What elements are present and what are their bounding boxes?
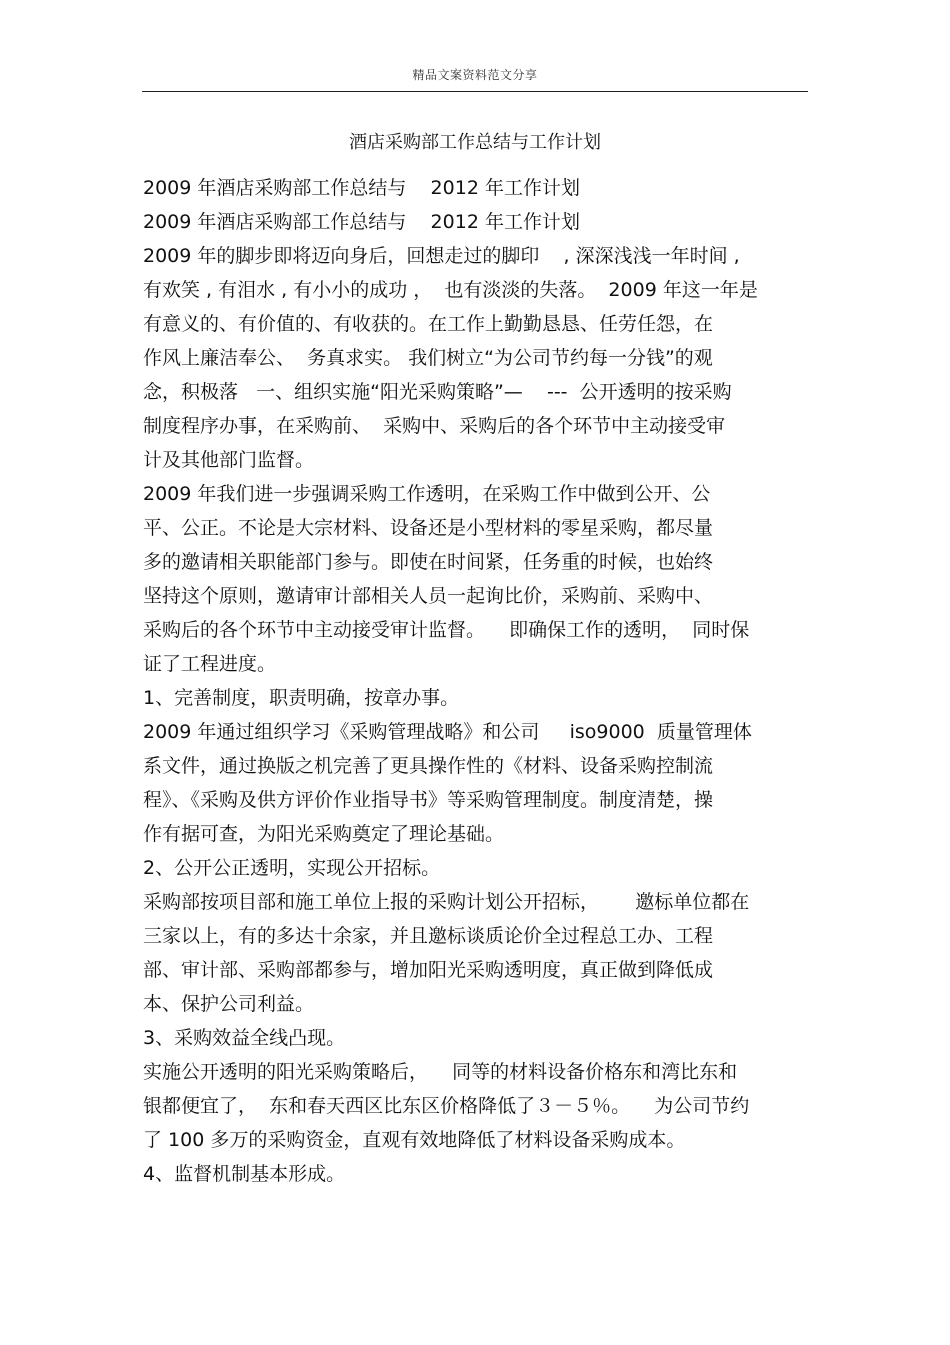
paragraph-line: 实施公开透明的阳光采购策略后， 同等的材料设备价格东和湾比东和 bbox=[143, 1061, 738, 1083]
paragraph-line: 证了工程进度。 bbox=[143, 653, 277, 675]
section-heading: 3、采购效益全线凸现。 bbox=[143, 1027, 346, 1049]
paragraph-line: 三家以上，有的多达十余家，并且邀标谈质论价全过程总工办、工程 bbox=[143, 925, 714, 947]
document-title: 酒店采购部工作总结与工作计划 bbox=[349, 132, 601, 153]
paragraph-line: 2009 年酒店采购部工作总结与 2012 年工作计划 bbox=[143, 177, 580, 199]
paragraph-line: 作风上廉洁奉公、 务真求实。 我们树立“为公司节约每一分钱”的观 bbox=[143, 347, 713, 369]
paragraph-line: 2009 年的脚步即将迈向身后，回想走过的脚印 , 深深浅浅一年时间 , bbox=[143, 245, 740, 267]
paragraph-line: 2009 年酒店采购部工作总结与 2012 年工作计划 bbox=[143, 211, 580, 233]
paragraph-line: 采购后的各个环节中主动接受审计监督。 即确保工作的透明， 同时保 bbox=[143, 619, 750, 641]
paragraph-line: 有欢笑 , 有泪水 , 有小小的成功 ， 也有淡淡的失落。 2009 年这一年是 bbox=[143, 279, 758, 301]
paragraph-line: 制度程序办事，在采购前、 采购中、采购后的各个环节中主动接受审 bbox=[143, 415, 726, 437]
paragraph-line: 本、保护公司利益。 bbox=[143, 993, 315, 1015]
paragraph-line: 部、审计部、采购部都参与，增加阳光采购透明度，真正做到降低成 bbox=[143, 959, 714, 981]
paragraph-line: 多的邀请相关职能部门参与。即使在时间紧，任务重的时候，也始终 bbox=[143, 551, 714, 573]
paragraph-line: 系文件，通过换版之机完善了更具操作性的《材料、设备采购控制流 bbox=[143, 755, 714, 777]
paragraph-line: 2009 年我们进一步强调采购工作透明，在采购工作中做到公开、公 bbox=[143, 483, 711, 505]
section-heading: 2、公开公正透明，实现公开招标。 bbox=[143, 857, 441, 879]
paragraph-line: 作有据可查，为阳光采购奠定了理论基础。 bbox=[143, 823, 505, 845]
paragraph-line: 坚持这个原则，邀请审计部相关人员一起询比价，采购前、采购中、 bbox=[143, 585, 714, 607]
paragraph-line: 平、公正。不论是大宗材料、设备还是小型材料的零星采购，都尽量 bbox=[143, 517, 714, 539]
paragraph-line: 计及其他部门监督。 bbox=[143, 449, 315, 471]
page-header: 精品文案资料范文分享 bbox=[412, 68, 538, 82]
paragraph-line: 有意义的、有价值的、有收获的。在工作上勤勤恳恳、任劳任怨，在 bbox=[143, 313, 714, 335]
document-body bbox=[143, 171, 823, 1191]
header-divider bbox=[142, 91, 808, 92]
paragraph-line: 采购部按项目部和施工单位上报的采购计划公开招标， 邀标单位都在 bbox=[143, 891, 750, 913]
paragraph-line: 念，积极落 一、组织实施“阳光采购策略”— --- 公开透明的按采购 bbox=[143, 381, 732, 403]
paragraph-line: 程》、《采购及供方评价作业指导书》等采购管理制度。制度清楚，操 bbox=[143, 789, 714, 811]
paragraph-line: 2009 年通过组织学习《采购管理战略》和公司 iso9000 质量管理体 bbox=[143, 721, 752, 743]
paragraph-line: 银都便宜了， 东和春天西区比东区价格降低了３－５％。 为公司节约 bbox=[143, 1095, 750, 1117]
section-heading: 1、完善制度，职责明确，按章办事。 bbox=[143, 687, 460, 709]
section-heading: 4、监督机制基本形成。 bbox=[143, 1163, 346, 1185]
paragraph-line: 了 100 多万的采购资金，直观有效地降低了材料设备采购成本。 bbox=[143, 1129, 686, 1151]
